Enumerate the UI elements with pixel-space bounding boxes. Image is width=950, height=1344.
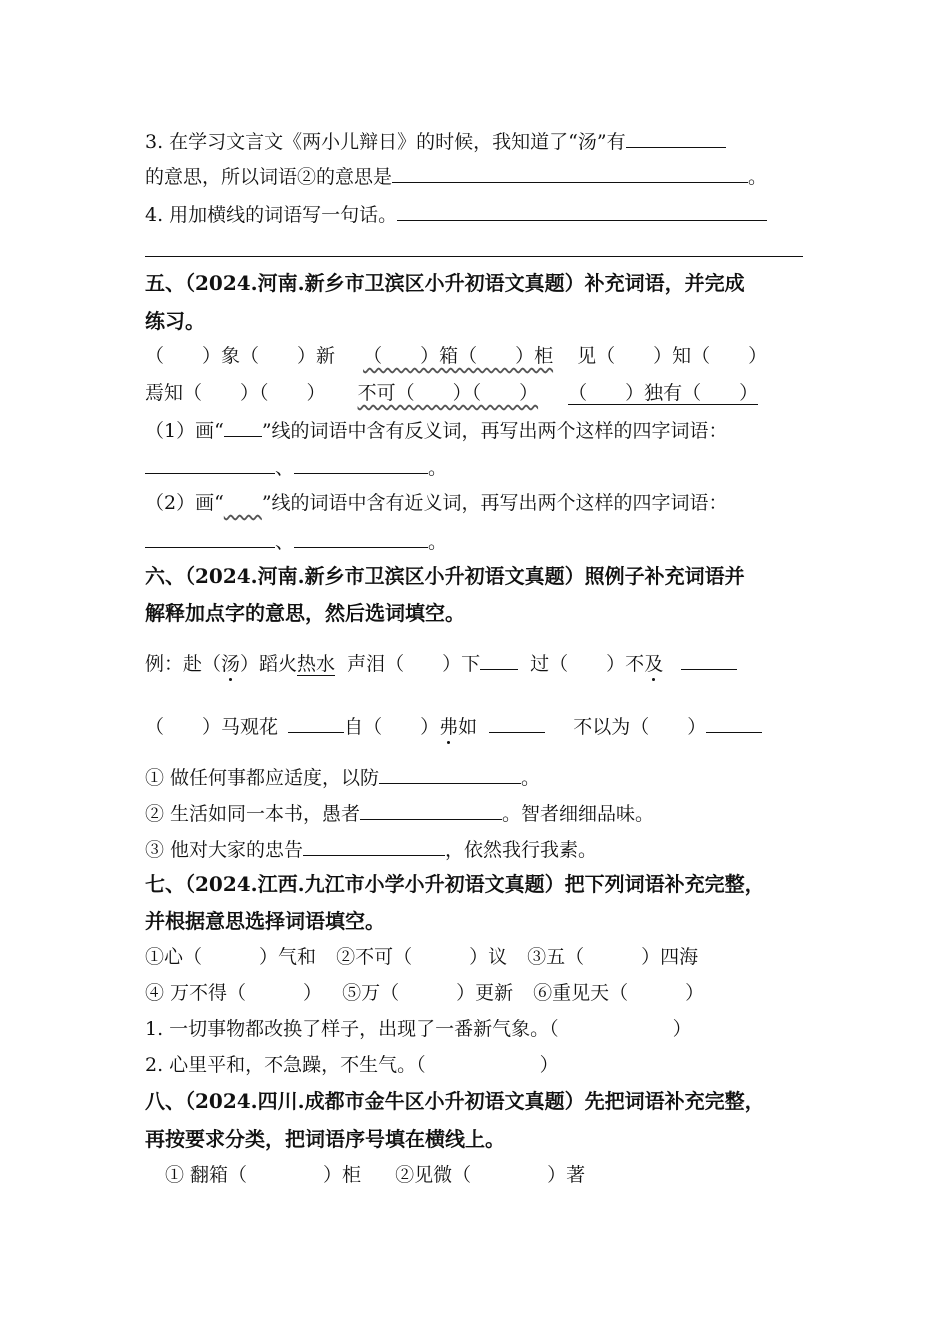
q8-row1	[165, 1162, 585, 1188]
word-item: ① 翻箱（ ）柜	[165, 1164, 362, 1186]
sentence-text: ① 做任何事都应适度，以防	[145, 767, 380, 789]
word-item: ①心（ ）气和	[145, 946, 317, 968]
q7-row1	[145, 944, 698, 970]
q7-title-line1: 七、（2024.江西.九江市小学小升初语文真题）把下列词语补充完整，	[145, 872, 765, 896]
word-item: 如	[458, 716, 478, 738]
word-item: 焉知（ ）（ ）	[145, 382, 326, 404]
q4-item4-text: 4. 用加横线的词语写一句话。	[145, 204, 398, 226]
separator: 、	[275, 457, 295, 479]
answer-blank[interactable]	[397, 200, 767, 221]
straight-line-sample	[224, 416, 262, 437]
answer-blank[interactable]	[480, 649, 518, 670]
answer-blank[interactable]	[681, 649, 737, 670]
q6-sentence-2	[145, 799, 654, 827]
answer-blank[interactable]	[294, 453, 428, 474]
q4-item3-text-b: 的意思，所以词语②的意思是	[145, 166, 393, 188]
dotted-char: 及	[644, 653, 664, 675]
q5-part1-text-b: ”线的词语中含有反义词，再写出两个这样的四字词语：	[261, 420, 728, 442]
sentence-text: ，依然我行我素。	[445, 839, 598, 861]
example-mid: ）蹈火	[240, 653, 298, 675]
q5-title-line2: 练习。	[145, 309, 205, 333]
wavy-line-sample: ​	[223, 492, 262, 514]
answer-blank[interactable]	[379, 763, 521, 784]
q6-row2	[145, 712, 762, 740]
q6-title-line1: 六、（2024.河南.新乡市卫滨区小升初语文真题）照例子补充词语并	[145, 564, 745, 588]
q5-part2-text-b: ”线的词语中含有近义词，再写出两个这样的四字词语：	[261, 492, 728, 514]
answer-rule[interactable]	[145, 256, 803, 257]
q4-item3-line1	[145, 127, 726, 155]
word-item-wavy: （ ）箱（ ）柜	[363, 345, 554, 367]
q7-row2	[145, 980, 704, 1006]
q5-part1-answers	[145, 453, 447, 481]
period: 。	[428, 531, 448, 553]
q5-part2-text-a: （2）画“	[145, 492, 224, 514]
answer-blank[interactable]	[303, 835, 445, 856]
word-item: ④ 万不得（ ）	[145, 982, 323, 1004]
word-item: 不以为（ ）	[573, 716, 707, 738]
q6-sentence-3	[145, 835, 597, 863]
answer-blank[interactable]	[392, 162, 748, 183]
answer-blank[interactable]	[294, 527, 428, 548]
q4-item3-line2	[145, 162, 767, 190]
sentence-text: ③ 他对大家的忠告	[145, 839, 304, 861]
q8-title-line1: 八、（2024.四川.成都市金牛区小升初语文真题）先把词语补充完整，	[145, 1089, 765, 1113]
example-underlined: 热水	[297, 653, 336, 675]
sentence-text: 。	[521, 767, 541, 789]
example-prefix: 例：赴（	[145, 653, 222, 675]
word-item: 声泪（ ）下	[347, 653, 481, 675]
word-item: （ ）马观花	[145, 716, 279, 738]
answer-blank[interactable]	[626, 127, 726, 148]
word-item-wavy: 不可（ ）（ ）	[357, 382, 539, 404]
separator: 、	[275, 531, 295, 553]
word-item: ②见微（ ）著	[395, 1164, 586, 1186]
q5-row1	[145, 343, 767, 369]
dotted-char: 汤	[221, 653, 241, 675]
word-item: ②不可（ ）议	[336, 946, 508, 968]
sentence-text: 。智者细细品味。	[502, 803, 655, 825]
q4-item4-line	[145, 200, 767, 228]
answer-blank[interactable]	[145, 453, 275, 474]
word-item: ③五（ ）四海	[527, 946, 699, 968]
answer-blank[interactable]	[360, 799, 502, 820]
answer-blank[interactable]	[489, 712, 545, 733]
q8-title-line2: 再按要求分类，把词语序号填在横线上。	[145, 1127, 505, 1151]
q7-item-2: 2. 心里平和，不急躁，不生气。（ ）	[145, 1054, 559, 1076]
q5-row2	[145, 380, 758, 406]
word-item: 自（ ）	[344, 716, 440, 738]
q7-item-1: 1. 一切事物都改换了样子，出现了一番新气象。（ ）	[145, 1018, 692, 1040]
dotted-char: 弗	[439, 716, 459, 738]
word-item: ⑤万（ ）更新	[342, 982, 514, 1004]
q5-part2-answers	[145, 527, 447, 555]
word-item: （ ）象（ ）新	[145, 345, 336, 367]
q4-item3-text-a: 3. 在学习文言文《两小儿辩日》的时候，我知道了“汤”有	[145, 131, 626, 153]
period: 。	[748, 166, 768, 188]
word-item: ⑥重见天（ ）	[533, 982, 705, 1004]
answer-blank[interactable]	[145, 527, 275, 548]
answer-blank[interactable]	[288, 712, 344, 733]
q6-sentence-1	[145, 763, 540, 791]
q5-part2	[145, 490, 728, 516]
answer-blank[interactable]	[706, 712, 762, 733]
q5-part1	[145, 416, 728, 444]
sentence-text: ② 生活如同一本书，愚者	[145, 803, 361, 825]
word-item: 见（ ）知（ ）	[577, 345, 768, 367]
q5-part1-text-a: （1）画“	[145, 420, 224, 442]
q6-example-row	[145, 649, 737, 677]
q5-title-line1: 五、（2024.河南.新乡市卫滨区小升初语文真题）补充词语，并完成	[145, 271, 745, 295]
q7-title-line2: 并根据意思选择词语填空。	[145, 909, 385, 933]
period: 。	[428, 457, 448, 479]
q6-title-line2: 解释加点字的意思，然后选词填空。	[145, 601, 465, 625]
word-item-underlined: （ ）独有（ ）	[568, 382, 759, 404]
word-item: 过（ ）不	[530, 653, 645, 675]
